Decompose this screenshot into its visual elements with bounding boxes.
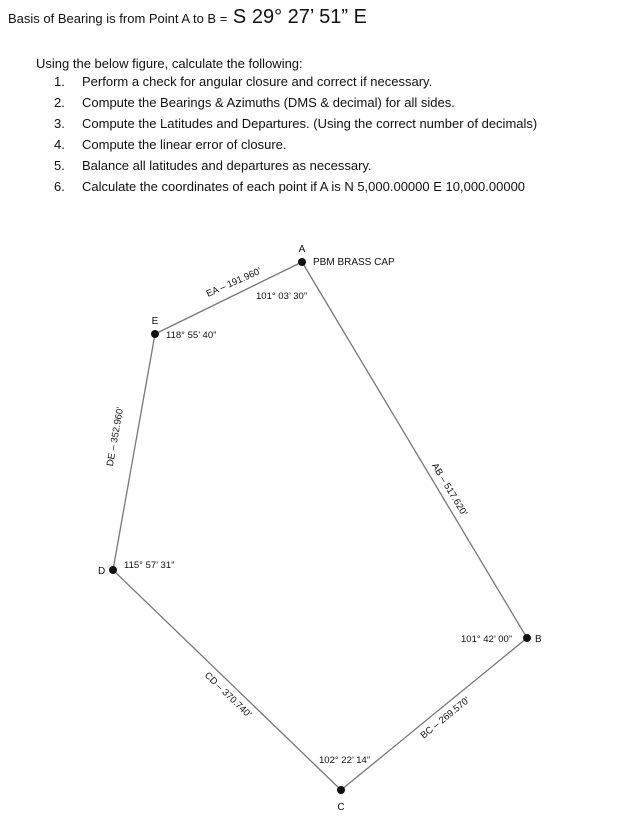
point-b-label: B xyxy=(535,634,542,645)
bearing-basis-text: Basis of Bearing is from Point A to B = xyxy=(8,11,231,26)
angle-e-label: 118° 55’ 40” xyxy=(166,330,217,341)
task-text: Balance all latitudes and departures as necessary. xyxy=(82,158,372,173)
task-text: Compute the linear error of closure. xyxy=(82,137,287,152)
point-d-marker xyxy=(109,566,117,574)
point-a-marker xyxy=(298,258,306,266)
side-cd-label: CD – 370.740’ xyxy=(202,670,254,721)
task-text: Calculate the coordinates of each point if A is N 5,000.00000 E 10,000.00000 xyxy=(82,179,526,194)
point-e-label: E xyxy=(151,316,159,327)
angle-c-label: 102° 22’ 14” xyxy=(319,755,370,766)
point-d-label: D xyxy=(98,566,106,577)
side-bc-label: BC – 269.570’ xyxy=(418,694,473,742)
task-text: Compute the Latitudes and Departures. (Using the correct number of decimals) xyxy=(82,116,538,131)
side-cd-line xyxy=(113,570,341,790)
side-bc-line xyxy=(341,638,527,790)
side-de-line xyxy=(113,334,155,570)
task-number: 3. xyxy=(54,116,65,131)
task-text: Compute the Bearings & Azimuths (DMS & decimal) for all sides. xyxy=(82,95,455,110)
point-e-marker xyxy=(151,330,159,338)
side-ea-label: EA – 191.960’ xyxy=(204,265,264,300)
task-number: 1. xyxy=(54,74,65,89)
point-c-marker xyxy=(337,786,345,794)
side-de-label: DE – 352.960’ xyxy=(104,405,127,468)
task-number: 2. xyxy=(54,95,65,110)
benchmark-note: PBM BRASS CAP xyxy=(313,257,395,268)
angle-d-label: 115° 57’ 31” xyxy=(124,560,175,571)
bearing-value: S 29° 27’ 51” E xyxy=(232,6,367,28)
angle-b-label: 101° 42’ 00” xyxy=(461,634,512,645)
side-ab-label: AB – 517.620’ xyxy=(429,461,470,519)
task-number: 4. xyxy=(54,137,65,152)
point-b-marker xyxy=(523,634,531,642)
task-number: 6. xyxy=(54,179,65,194)
instructions-intro: Using the below figure, calculate the following: xyxy=(36,56,303,71)
task-number: 5. xyxy=(54,158,65,173)
angle-a-label: 101° 03’ 30” xyxy=(256,291,307,302)
point-c-label: C xyxy=(337,802,345,813)
side-ab-line xyxy=(302,262,527,638)
task-text: Perform a check for angular closure and correct if necessary. xyxy=(82,74,433,89)
point-a-label: A xyxy=(298,244,306,255)
